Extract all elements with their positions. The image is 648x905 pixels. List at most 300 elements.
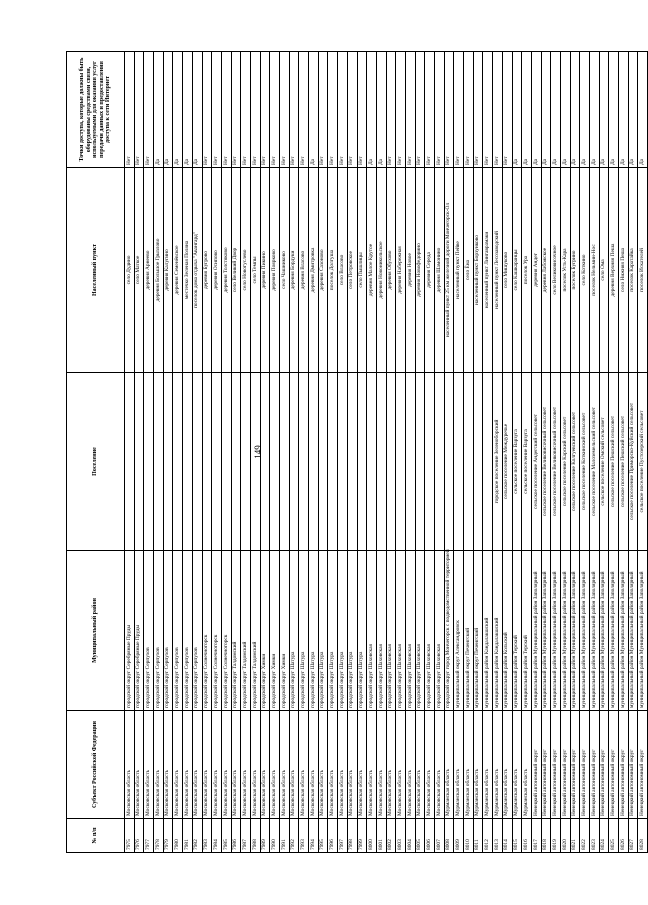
district-cell: городской округ Шатура	[357, 551, 367, 711]
settlement-cell: сельское поселение Великовисочный сельсовет	[541, 373, 551, 551]
access-point-cell: Нет	[425, 52, 435, 168]
subject-cell: Московская область	[154, 711, 164, 819]
row-number: 8021	[570, 819, 580, 853]
table-row	[599, 52, 609, 853]
subject-cell: Московская область	[405, 711, 415, 819]
row-number: 8016	[522, 819, 532, 853]
district-cell: городской округ Солнечногорск	[212, 551, 222, 711]
district-cell: городской округ Серпухов	[163, 551, 173, 711]
settlement-cell	[270, 373, 280, 551]
district-cell: городской округ Химки	[280, 551, 290, 711]
settlement-cell	[212, 373, 222, 551]
locality-cell: деревня Середа	[425, 168, 435, 373]
row-number: 7976	[134, 819, 144, 853]
settlement-cell: сельское поселение Пешский сельсовет	[609, 373, 619, 551]
access-point-cell: Нет	[405, 52, 415, 168]
locality-cell: село Пышлицы	[357, 168, 367, 373]
district-cell: городской округ Солнечногорск	[221, 551, 231, 711]
row-number: 8000	[367, 819, 377, 853]
table-header-row	[67, 52, 125, 853]
table-row	[270, 52, 280, 853]
table-body	[125, 52, 648, 853]
district-cell: городской округ Солнечногорск	[202, 551, 212, 711]
settlement-cell	[425, 373, 435, 551]
row-number: 8005	[415, 819, 425, 853]
access-point-cell: Нет	[134, 52, 144, 168]
table-row	[289, 52, 299, 853]
settlement-cell	[347, 373, 357, 551]
settlement-cell: сельское поселение Колгуевский сельсовет	[570, 373, 580, 551]
district-cell: муниципальный район Кандалакшский	[483, 551, 493, 711]
district-cell: муниципальный район Муниципальный район Заполярный	[590, 551, 600, 711]
header-number: № п/п	[67, 819, 125, 853]
subject-cell: Московская область	[212, 711, 222, 819]
subject-cell: Ненецкий автономный округ	[590, 711, 600, 819]
locality-cell: село Ома	[599, 168, 609, 373]
settlement-cell	[260, 373, 270, 551]
settlement-cell: сельское поселение Пустозерский сельсовет	[638, 373, 648, 551]
locality-cell: населенный пункт Лингаврамаки	[483, 168, 493, 373]
row-number: 7985	[221, 819, 231, 853]
access-point-cell: Нет	[212, 52, 222, 168]
subject-cell: Московская область	[309, 711, 319, 819]
district-cell: городской округ Шатура	[338, 551, 348, 711]
subject-cell: Московская область	[192, 711, 202, 819]
table-row	[231, 52, 241, 853]
subject-cell: Московская область	[357, 711, 367, 819]
district-cell: городской округ Талдомский	[231, 551, 241, 711]
district-cell: муниципальный район Муниципальный район Заполярный	[541, 551, 551, 711]
district-cell: муниципальный район Муниципальный район Заполярный	[531, 551, 541, 711]
table-row	[425, 52, 435, 853]
subject-cell: Ненецкий автономный округ	[570, 711, 580, 819]
row-number: 7998	[347, 819, 357, 853]
table-row	[464, 52, 474, 853]
locality-cell: деревня Семенёвское	[173, 168, 183, 373]
subject-cell: Московская область	[202, 711, 212, 819]
table-row	[309, 52, 319, 853]
table-row	[386, 52, 396, 853]
subject-cell: Мурманская область	[522, 711, 532, 819]
locality-cell: деревня Дмитровка	[309, 168, 319, 373]
locality-cell: населенный пункт 25 км железной дороги Мончегорск-Ол	[444, 168, 454, 373]
settlement-cell	[221, 373, 231, 551]
settlement-cell	[376, 373, 386, 551]
settlement-cell	[318, 373, 328, 551]
access-point-cell: Нет	[396, 52, 406, 168]
locality-cell: село Коткино	[580, 168, 590, 373]
subject-cell: Московская область	[338, 711, 348, 819]
settlement-cell: сельское поселение Приморско-Куйский сельсовет	[628, 373, 638, 551]
locality-cell: населенный пункт Борзунково	[473, 168, 483, 373]
table-row	[367, 52, 377, 853]
locality-cell: деревня Набережная	[396, 168, 406, 373]
locality-cell: деревня Новоникольское	[376, 168, 386, 373]
access-point-cell: Да	[192, 52, 202, 168]
district-cell: городской округ Шатура	[347, 551, 357, 711]
access-point-cell: Да	[522, 52, 532, 168]
locality-cell: село Мишуково	[502, 168, 512, 373]
access-point-cell: Нет	[125, 52, 135, 168]
subject-cell: Московская область	[241, 711, 251, 819]
locality-cell: деревня Толстяково	[221, 168, 231, 373]
subject-cell: Московская область	[318, 711, 328, 819]
locality-cell: поселок Искателей	[638, 168, 648, 373]
subject-cell: Ненецкий автономный округ	[560, 711, 570, 819]
locality-cell: деревня Бордуки	[289, 168, 299, 373]
subject-cell: Московская область	[328, 711, 338, 819]
row-number: 7997	[338, 819, 348, 853]
table-row	[483, 52, 493, 853]
row-number: 8010	[464, 819, 474, 853]
row-number: 7977	[144, 819, 154, 853]
access-point-cell: Нет	[338, 52, 348, 168]
access-point-cell: Нет	[231, 52, 241, 168]
locality-cell: поселок Ура	[522, 168, 532, 373]
locality-cell: деревня Малое Крутое	[367, 168, 377, 373]
subject-cell: Московская область	[376, 711, 386, 819]
district-cell: городской округ Химки	[260, 551, 270, 711]
district-cell: городской округ Шатура	[328, 551, 338, 711]
row-number: 7981	[183, 819, 193, 853]
settlement-cell	[173, 373, 183, 551]
header-settlement: Поселение	[67, 373, 125, 551]
access-point-cell: Нет	[483, 52, 493, 168]
settlements-table	[66, 51, 648, 853]
access-point-cell: Да	[590, 52, 600, 168]
settlement-cell	[444, 373, 454, 551]
row-number: 7979	[163, 819, 173, 853]
locality-cell: поселок Долгуша	[328, 168, 338, 373]
district-cell: городской округ Серпухов	[183, 551, 193, 711]
settlement-cell	[125, 373, 135, 551]
locality-cell: деревня Шамонино	[435, 168, 445, 373]
row-number: 7986	[231, 819, 241, 853]
settlement-cell	[154, 373, 164, 551]
table-row	[590, 52, 600, 853]
row-number: 8027	[628, 819, 638, 853]
district-cell: городской округ Химки	[270, 551, 280, 711]
subject-cell: Мурманская область	[454, 711, 464, 819]
settlement-cell	[483, 373, 493, 551]
table-row	[454, 52, 464, 853]
locality-cell: поселок Каратайка	[628, 168, 638, 373]
district-cell: муниципальный округ Печенгский	[464, 551, 474, 711]
table-row	[405, 52, 415, 853]
access-point-cell: Нет	[347, 52, 357, 168]
access-point-cell: Нет	[289, 52, 299, 168]
district-cell: муниципальный район Муниципальный район Заполярный	[551, 551, 561, 711]
access-point-cell: Да	[560, 52, 570, 168]
row-number: 8023	[590, 819, 600, 853]
locality-cell: село Дудино	[125, 168, 135, 373]
subject-cell: Московская область	[270, 711, 280, 819]
access-point-cell: Да	[609, 52, 619, 168]
access-point-cell: Да	[512, 52, 522, 168]
district-cell: городской округ город Мончегорск с подведомственной территорией	[444, 551, 454, 711]
subject-cell: Ненецкий автономный округ	[580, 711, 590, 819]
table-row	[280, 52, 290, 853]
settlement-cell	[367, 373, 377, 551]
locality-cell: село Маткое	[134, 168, 144, 373]
access-point-cell: Да	[183, 52, 193, 168]
subject-cell: Ненецкий автономный округ	[638, 711, 648, 819]
table-row	[473, 52, 483, 853]
locality-cell: деревня Верхняя Пеша	[609, 168, 619, 373]
subject-cell: Московская область	[163, 711, 173, 819]
settlement-cell	[328, 373, 338, 551]
district-cell: муниципальный район Кольский	[502, 551, 512, 711]
settlement-cell	[202, 373, 212, 551]
table-row	[163, 52, 173, 853]
settlement-cell	[357, 373, 367, 551]
district-cell: городской округ Серпухов	[192, 551, 202, 711]
row-number: 7999	[357, 819, 367, 853]
settlement-cell: сельское поселение Андегский сельсовет	[531, 373, 541, 551]
locality-cell: поселок дома отдыха "Авангард"	[192, 168, 202, 373]
header-district: Муниципальный район	[67, 551, 125, 711]
access-point-cell: Нет	[328, 52, 338, 168]
row-number: 8009	[454, 819, 464, 853]
access-point-cell: Нет	[250, 52, 260, 168]
row-number: 8028	[638, 819, 648, 853]
subject-cell: Московская область	[173, 711, 183, 819]
table-row	[531, 52, 541, 853]
table-row	[260, 52, 270, 853]
row-number: 8006	[425, 819, 435, 853]
access-point-cell: Нет	[454, 52, 464, 168]
locality-cell: деревня Большое Грызлово	[154, 168, 164, 373]
row-number: 7980	[173, 819, 183, 853]
access-point-cell: Да	[163, 52, 173, 168]
district-cell: городской округ Шаховская	[376, 551, 386, 711]
rotated-table-container	[66, 52, 646, 853]
table-area	[66, 52, 646, 853]
settlement-cell: сельское поселение Пешский сельсовет	[619, 373, 629, 551]
subject-cell: Московская область	[134, 711, 144, 819]
access-point-cell: Да	[599, 52, 609, 168]
row-number: 7987	[241, 819, 251, 853]
settlement-cell: сельское поселение Малоземельский сельсовет	[590, 373, 600, 551]
subject-cell: Московская область	[396, 711, 406, 819]
subject-cell: Ненецкий автономный округ	[599, 711, 609, 819]
settlement-cell	[299, 373, 309, 551]
district-cell: городской округ Шаховская	[367, 551, 377, 711]
access-point-cell: Нет	[444, 52, 454, 168]
access-point-cell: Да	[154, 52, 164, 168]
access-point-cell: Нет	[202, 52, 212, 168]
locality-cell: село Великовисочное	[551, 168, 561, 373]
settlement-cell: городское поселение Зеленоборский	[493, 373, 503, 551]
access-point-cell: Да	[619, 52, 629, 168]
settlement-cell	[405, 373, 415, 551]
row-number: 7990	[270, 819, 280, 853]
row-number: 7994	[309, 819, 319, 853]
subject-cell: Мурманская область	[483, 711, 493, 819]
row-number: 8018	[541, 819, 551, 853]
settlement-cell: сельское поселение Варзуга	[512, 373, 522, 551]
locality-cell: деревня Андег	[531, 168, 541, 373]
locality-cell: деревня Новое	[405, 168, 415, 373]
access-point-cell: Нет	[502, 52, 512, 168]
settlement-cell	[473, 373, 483, 551]
settlement-cell	[435, 373, 445, 551]
access-point-cell: Нет	[386, 52, 396, 168]
subject-cell: Московская область	[144, 711, 154, 819]
district-cell: муниципальный район Терский	[522, 551, 532, 711]
table-row	[221, 52, 231, 853]
access-point-cell: Нет	[221, 52, 231, 168]
table-row	[125, 52, 135, 853]
locality-cell: село Ёна	[464, 168, 474, 373]
settlement-cell	[280, 373, 290, 551]
row-number: 7992	[289, 819, 299, 853]
district-cell: муниципальный округ Александровск	[454, 551, 464, 711]
table-row	[560, 52, 570, 853]
row-number: 8011	[473, 819, 483, 853]
row-number: 8004	[405, 819, 415, 853]
table-row	[347, 52, 357, 853]
district-cell: городской округ Серебряные Пруды	[134, 551, 144, 711]
row-number: 8015	[512, 819, 522, 853]
subject-cell: Московская область	[183, 711, 193, 819]
access-point-cell: Нет	[299, 52, 309, 168]
table-row	[173, 52, 183, 853]
row-number: 8019	[551, 819, 561, 853]
settlement-cell	[241, 373, 251, 551]
row-number: 7989	[260, 819, 270, 853]
table-row	[502, 52, 512, 853]
settlement-cell	[250, 373, 260, 551]
subject-cell: Ненецкий автономный округ	[531, 711, 541, 819]
access-point-cell: Да	[638, 52, 648, 168]
table-row	[570, 52, 580, 853]
access-point-cell: Да	[580, 52, 590, 168]
header-subject: Субъект Российской Федерации	[67, 711, 125, 819]
district-cell: городской округ Шаховская	[405, 551, 415, 711]
subject-cell: Ненецкий автономный округ	[541, 711, 551, 819]
district-cell: городской округ Талдомский	[250, 551, 260, 711]
row-number: 7984	[212, 819, 222, 853]
district-cell: городской округ Шаховская	[396, 551, 406, 711]
table-row	[134, 52, 144, 853]
subject-cell: Московская область	[221, 711, 231, 819]
district-cell: городской округ Шаховская	[425, 551, 435, 711]
access-point-cell: Нет	[144, 52, 154, 168]
table-row	[609, 52, 619, 853]
table-row	[415, 52, 425, 853]
district-cell: муниципальный район Муниципальный район Заполярный	[638, 551, 648, 711]
settlement-cell	[134, 373, 144, 551]
locality-cell: деревня Арнеево	[144, 168, 154, 373]
row-number: 7982	[192, 819, 202, 853]
table-row	[619, 52, 629, 853]
table-row	[328, 52, 338, 853]
locality-cell: село Петровское	[347, 168, 357, 373]
access-point-cell: Нет	[318, 52, 328, 168]
district-cell: городской округ Шаховская	[415, 551, 425, 711]
row-number: 8022	[580, 819, 590, 853]
locality-cell: деревня Поярково	[270, 168, 280, 373]
subject-cell: Московская область	[125, 711, 135, 819]
district-cell: муниципальный район Муниципальный район Заполярный	[609, 551, 619, 711]
subject-cell: Ненецкий автономный округ	[609, 711, 619, 819]
locality-cell: деревня Осипово	[212, 168, 222, 373]
subject-cell: Московская область	[280, 711, 290, 819]
subject-cell: Ненецкий автономный округ	[628, 711, 638, 819]
settlement-cell	[338, 373, 348, 551]
table-row	[212, 52, 222, 853]
subject-cell: Ненецкий автономный округ	[619, 711, 629, 819]
district-cell: муниципальный район Муниципальный район Заполярный	[628, 551, 638, 711]
access-point-cell: Нет	[493, 52, 503, 168]
locality-cell: село Новогуслево	[241, 168, 251, 373]
subject-cell: Мурманская область	[493, 711, 503, 819]
settlement-cell: сельское поселение Варзуга	[522, 373, 532, 551]
table-row	[541, 52, 551, 853]
row-number: 8014	[502, 819, 512, 853]
header-locality: Населенный пункт	[67, 168, 125, 373]
access-point-cell: Да	[376, 52, 386, 168]
locality-cell: деревня Бугрово	[202, 168, 212, 373]
access-point-cell: Нет	[435, 52, 445, 168]
settlement-cell	[454, 373, 464, 551]
district-cell: городской округ Шатура	[289, 551, 299, 711]
row-number: 8026	[619, 819, 629, 853]
settlement-cell: сельское поселение Великовисочный сельсовет	[551, 373, 561, 551]
table-row	[144, 52, 154, 853]
table-row	[250, 52, 260, 853]
access-point-cell: Да	[367, 52, 377, 168]
page-number: 149	[253, 445, 263, 459]
district-cell: городской округ Шатура	[318, 551, 328, 711]
table-row	[318, 52, 328, 853]
locality-cell: село Нижняя Пеша	[619, 168, 629, 373]
row-number: 7993	[299, 819, 309, 853]
table-row	[444, 52, 454, 853]
locality-cell: деревня Калугино	[163, 168, 173, 373]
access-point-cell: Да	[309, 52, 319, 168]
locality-cell: село Великий Двор	[231, 168, 241, 373]
settlement-cell	[396, 373, 406, 551]
settlement-cell	[163, 373, 173, 551]
district-cell: муниципальный округ Печенгский	[473, 551, 483, 711]
header-access-point: Точки доступа, которые должны быть оборудованы средствами связи, используемыми для оказания услуг передачи данных и предоставления доступа к сети Интернет	[67, 52, 125, 168]
district-cell: городской округ Талдомский	[241, 551, 251, 711]
subject-cell: Мурманская область	[502, 711, 512, 819]
table-row	[522, 52, 532, 853]
access-point-cell: Да	[531, 52, 541, 168]
table-row	[435, 52, 445, 853]
district-cell: городской округ Шаховская	[435, 551, 445, 711]
table-row	[396, 52, 406, 853]
row-number: 7991	[280, 819, 290, 853]
locality-cell: село Темпы	[250, 168, 260, 373]
locality-cell: деревня Сазоново	[318, 168, 328, 373]
settlement-cell	[386, 373, 396, 551]
subject-cell: Московская область	[367, 711, 377, 819]
district-cell: городской округ Серпухов	[154, 551, 164, 711]
row-number: 8002	[386, 819, 396, 853]
settlement-cell	[144, 373, 154, 551]
access-point-cell: Да	[173, 52, 183, 168]
district-cell: городской округ Шаховская	[386, 551, 396, 711]
settlement-cell	[464, 373, 474, 551]
table-row	[241, 52, 251, 853]
row-number: 7995	[318, 819, 328, 853]
district-cell: городской округ Серпухов	[173, 551, 183, 711]
subject-cell: Мурманская область	[444, 711, 454, 819]
